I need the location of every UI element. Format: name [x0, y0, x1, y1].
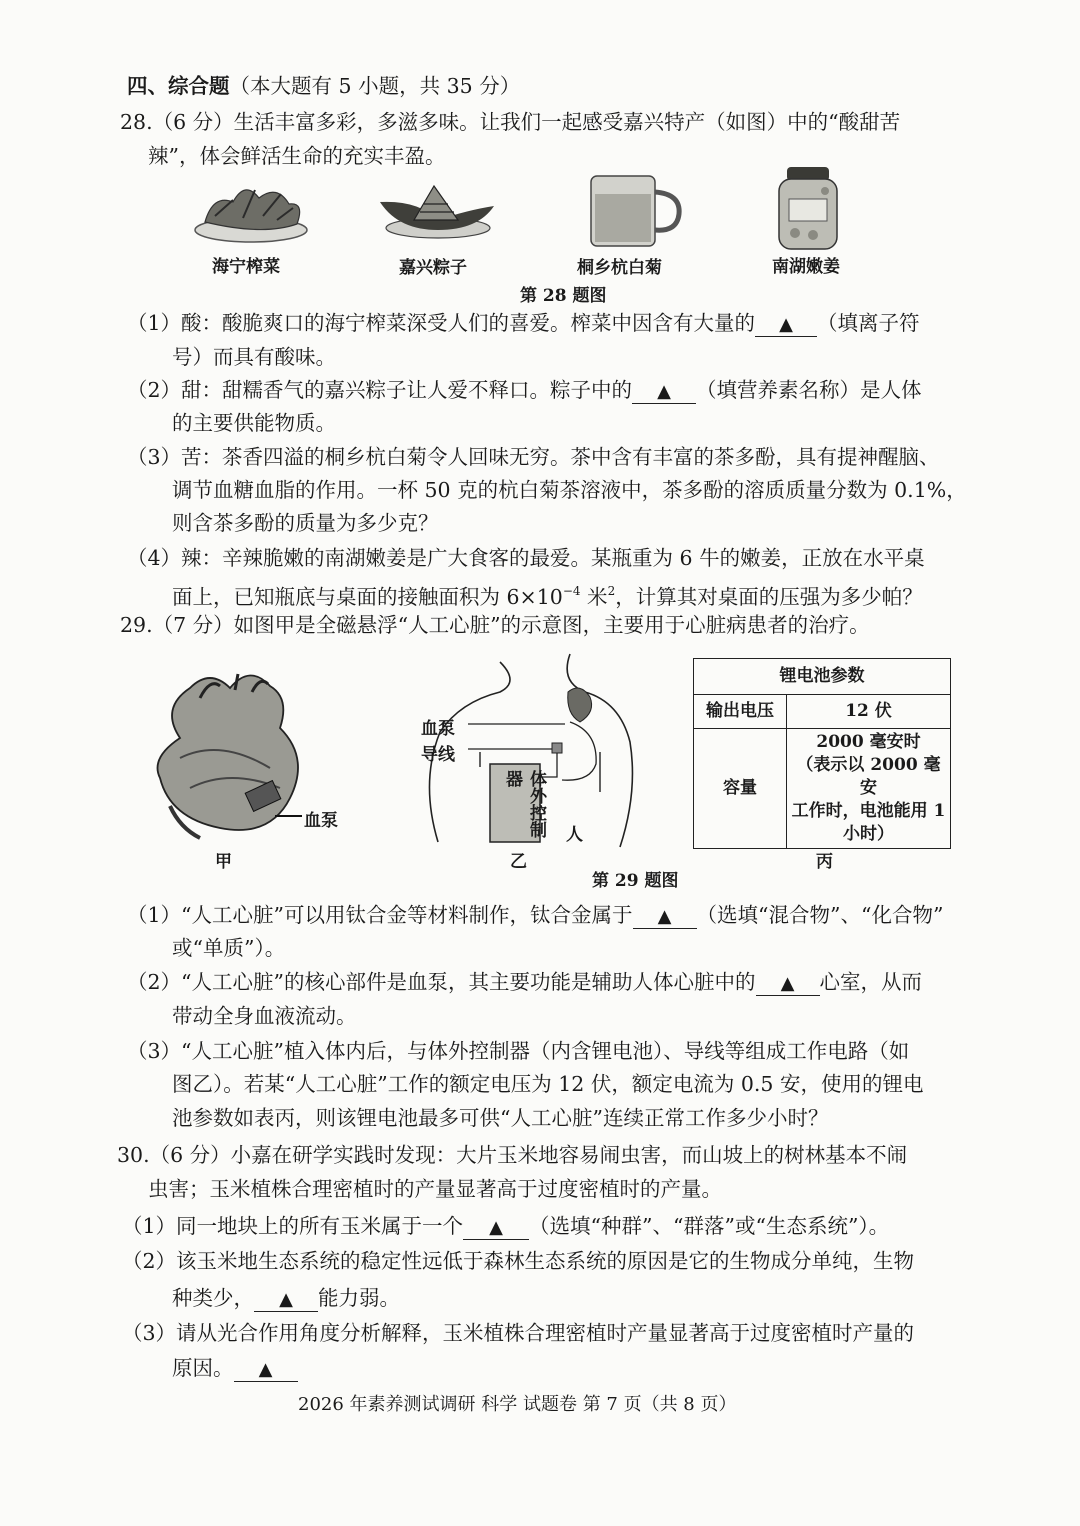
blank-triangle-icon: ▲	[779, 314, 793, 335]
q28-p1-text-2: （填离子符	[817, 311, 920, 335]
q30-part-3-line-1: （3）请从光合作用角度分析解释，玉米植株合理密植时产量显著高于过度密植时产量的	[122, 1321, 915, 1345]
blank-triangle-icon: ▲	[489, 1217, 503, 1238]
q29-lead-text: （7 分）如图甲是全磁悬浮“人工心脏”的示意图，主要用于心脏病患者的治疗。	[152, 613, 870, 637]
q30-p1-text-2: （选填“种群”、“群落”或“生态系统”）。	[529, 1214, 890, 1238]
answer-blank[interactable]	[463, 1215, 529, 1240]
chrysanthemum-tea-image	[585, 170, 685, 248]
q28-part-2-line-1	[127, 377, 922, 404]
q28-part-2-line-2: 的主要供能物质。	[172, 411, 336, 435]
capacity-note-2: 工作时，电池能用 1	[791, 801, 946, 821]
blank-triangle-icon: ▲	[657, 381, 671, 402]
page-footer: 2026 年素养测试调研 科学 试题卷 第 7 页（共 8 页）	[298, 1394, 737, 1415]
answer-blank[interactable]	[756, 971, 820, 996]
capacity-note-3: 小时）	[843, 824, 894, 844]
q30-part-2-line-1: （2）该玉米地生态系统的稳定性远低于森林生态系统的原因是它的生物成分单纯，生物	[122, 1249, 915, 1273]
image-label-2: 嘉兴粽子	[399, 258, 467, 278]
q29-p2-text: （2）“人工心脏”的核心部件是血泵，其主要功能是辅助人体心脏中的	[127, 970, 756, 994]
q29-part-1-line-2: 或“单质”）。	[172, 936, 286, 960]
q28-part-4-line-2	[172, 578, 923, 610]
q30-lead-text-1: （6 分）小嘉在研学实践时发现：大片玉米地容易闹虫害，而山坡上的树林基本不闹	[149, 1143, 908, 1167]
q29-part-3-line-2: 图乙）。若某“人工心脏”工作的额定电压为 12 伏，额定电流为 0.5 安，使用的锂电	[172, 1072, 924, 1096]
exponent-2: 2	[607, 584, 616, 598]
blank-triangle-icon: ▲	[258, 1359, 273, 1380]
answer-blank[interactable]	[632, 379, 696, 404]
sub-label-yi: 乙	[510, 852, 527, 872]
zongzi-image	[378, 180, 496, 242]
answer-blank[interactable]	[234, 1357, 298, 1382]
q28-lead-line-2: 辣”，体会鲜活生命的充实丰盈。	[148, 144, 446, 168]
section-title: 四、综合题	[127, 74, 230, 98]
q30-number: 30.	[117, 1143, 150, 1167]
answer-blank[interactable]	[254, 1287, 318, 1312]
section-heading	[127, 73, 520, 99]
blank-triangle-icon: ▲	[657, 906, 672, 927]
person-label: 人	[566, 825, 583, 845]
table-cell-value	[787, 729, 951, 849]
table-cell-value: 12 伏	[787, 695, 951, 729]
q28-part-3-line-1: （3）苦：茶香四溢的桐乡杭白菊令人回味无穷。茶中含有丰富的茶多酚，具有提神醒脑、	[127, 445, 940, 469]
q29-lead	[120, 612, 870, 638]
q30-p2-text: 种类少，	[172, 1286, 254, 1310]
exponent: −4	[562, 584, 581, 598]
blank-triangle-icon: ▲	[279, 1289, 293, 1310]
sub-label-bing: 丙	[816, 852, 833, 872]
q29-number: 29.	[120, 613, 153, 637]
answer-blank[interactable]	[755, 312, 817, 337]
q30-lead-line-2: 虫害；玉米植株合理密植时的产量显著高于过度密植时的产量。	[148, 1177, 722, 1201]
answer-blank[interactable]	[633, 904, 697, 929]
q30-p2-text-2: 能力弱。	[318, 1286, 400, 1310]
wire-label: 导线	[421, 745, 455, 765]
battery-params-table	[693, 658, 951, 849]
table-title: 锂电池参数	[694, 659, 951, 695]
pump-label: 血泵	[421, 719, 455, 739]
q29-part-3-line-1: （3）“人工心脏”植入体内后，与体外控制器（内含锂电池）、导线等组成工作电路（如	[127, 1039, 910, 1063]
q30-lead-line-1	[117, 1142, 907, 1168]
capacity-value: 2000 毫安时	[816, 732, 921, 752]
q30-part-3-line-2	[172, 1355, 298, 1382]
table-cell-key: 容量	[694, 729, 787, 849]
q28-number: 28.	[120, 110, 153, 134]
section-note: （本大题有 5 小题，共 35 分）	[229, 74, 521, 98]
q29-p2-text-2: 心室，从而	[819, 970, 923, 994]
q28-lead-line-1	[120, 109, 900, 135]
q29-p1-text: （1）“人工心脏”可以用钛合金等材料制作，钛合金属于	[127, 903, 633, 927]
controller-label: 体外控制器	[502, 770, 546, 838]
q29-part-3-line-3: 池参数如表丙，则该锂电池最多可供“人工心脏”连续正常工作多少小时？	[172, 1106, 829, 1130]
q28-lead-text-1: （6 分）生活丰富多彩，多滋多味。让我们一起感受嘉兴特产（如图）中的“酸甜苦	[152, 110, 901, 134]
heart-pump-label: 血泵	[304, 811, 338, 831]
ginger-jar-image	[773, 163, 843, 251]
q29-part-2-line-2: 带动全身血液流动。	[172, 1004, 357, 1028]
q30-p1-text: （1）同一地块上的所有玉米属于一个	[122, 1214, 464, 1238]
capacity-note-1: （表示以 2000 毫安	[796, 755, 941, 798]
q28-p4-text-2: ，计算其对桌面的压强为多少帕？	[615, 585, 923, 609]
q28-p4-text-1: 面上，已知瓶底与桌面的接触面积为 6×10	[172, 585, 563, 609]
image-label-4: 南湖嫩姜	[772, 257, 840, 277]
sub-label-jia: 甲	[215, 852, 232, 872]
q28-part-3-line-2: 调节血糖血脂的作用。一杯 50 克的杭白菊茶溶液中，茶多酚的溶质质量分数为 0.1%，	[172, 478, 967, 502]
q28-figure-caption: 第 28 题图	[520, 286, 607, 306]
image-label-1: 海宁榨菜	[212, 257, 280, 277]
q29-p1-text-2: （选填“混合物”、“化合物”	[696, 903, 944, 927]
q28-part-1-line-2: 号）而具有酸味。	[172, 345, 336, 369]
table-cell-key: 输出电压	[694, 695, 787, 729]
q29-part-1-line-1	[127, 902, 943, 929]
q28-p2-text-2: （填营养素名称）是人体	[696, 378, 922, 402]
q29-part-2-line-1	[127, 969, 922, 996]
q28-part-4-line-1: （4）辣：辛辣脆嫩的南湖嫩姜是广大食客的最爱。某瓶重为 6 牛的嫩姜，正放在水平桌	[127, 546, 925, 570]
q28-p1-text: （1）酸：酸脆爽口的海宁榨菜深受人们的喜爱。榨菜中因含有大量的	[127, 311, 756, 335]
pickled-mustard-image	[193, 172, 313, 247]
q28-p4-unit: 米	[580, 585, 608, 609]
q28-part-1-line-1	[127, 310, 920, 337]
q30-p3-text: 原因。	[172, 1356, 234, 1380]
blank-triangle-icon: ▲	[780, 973, 795, 994]
q28-part-3-line-3: 则含茶多酚的质量为多少克？	[172, 511, 439, 535]
image-label-3: 桐乡杭白菊	[577, 258, 662, 278]
q28-p2-text: （2）甜：甜糯香气的嘉兴粽子让人爱不释口。粽子中的	[127, 378, 633, 402]
q29-figure-caption: 第 29 题图	[592, 871, 679, 891]
q30-part-1	[122, 1213, 889, 1240]
q30-part-2-line-2	[172, 1285, 400, 1312]
